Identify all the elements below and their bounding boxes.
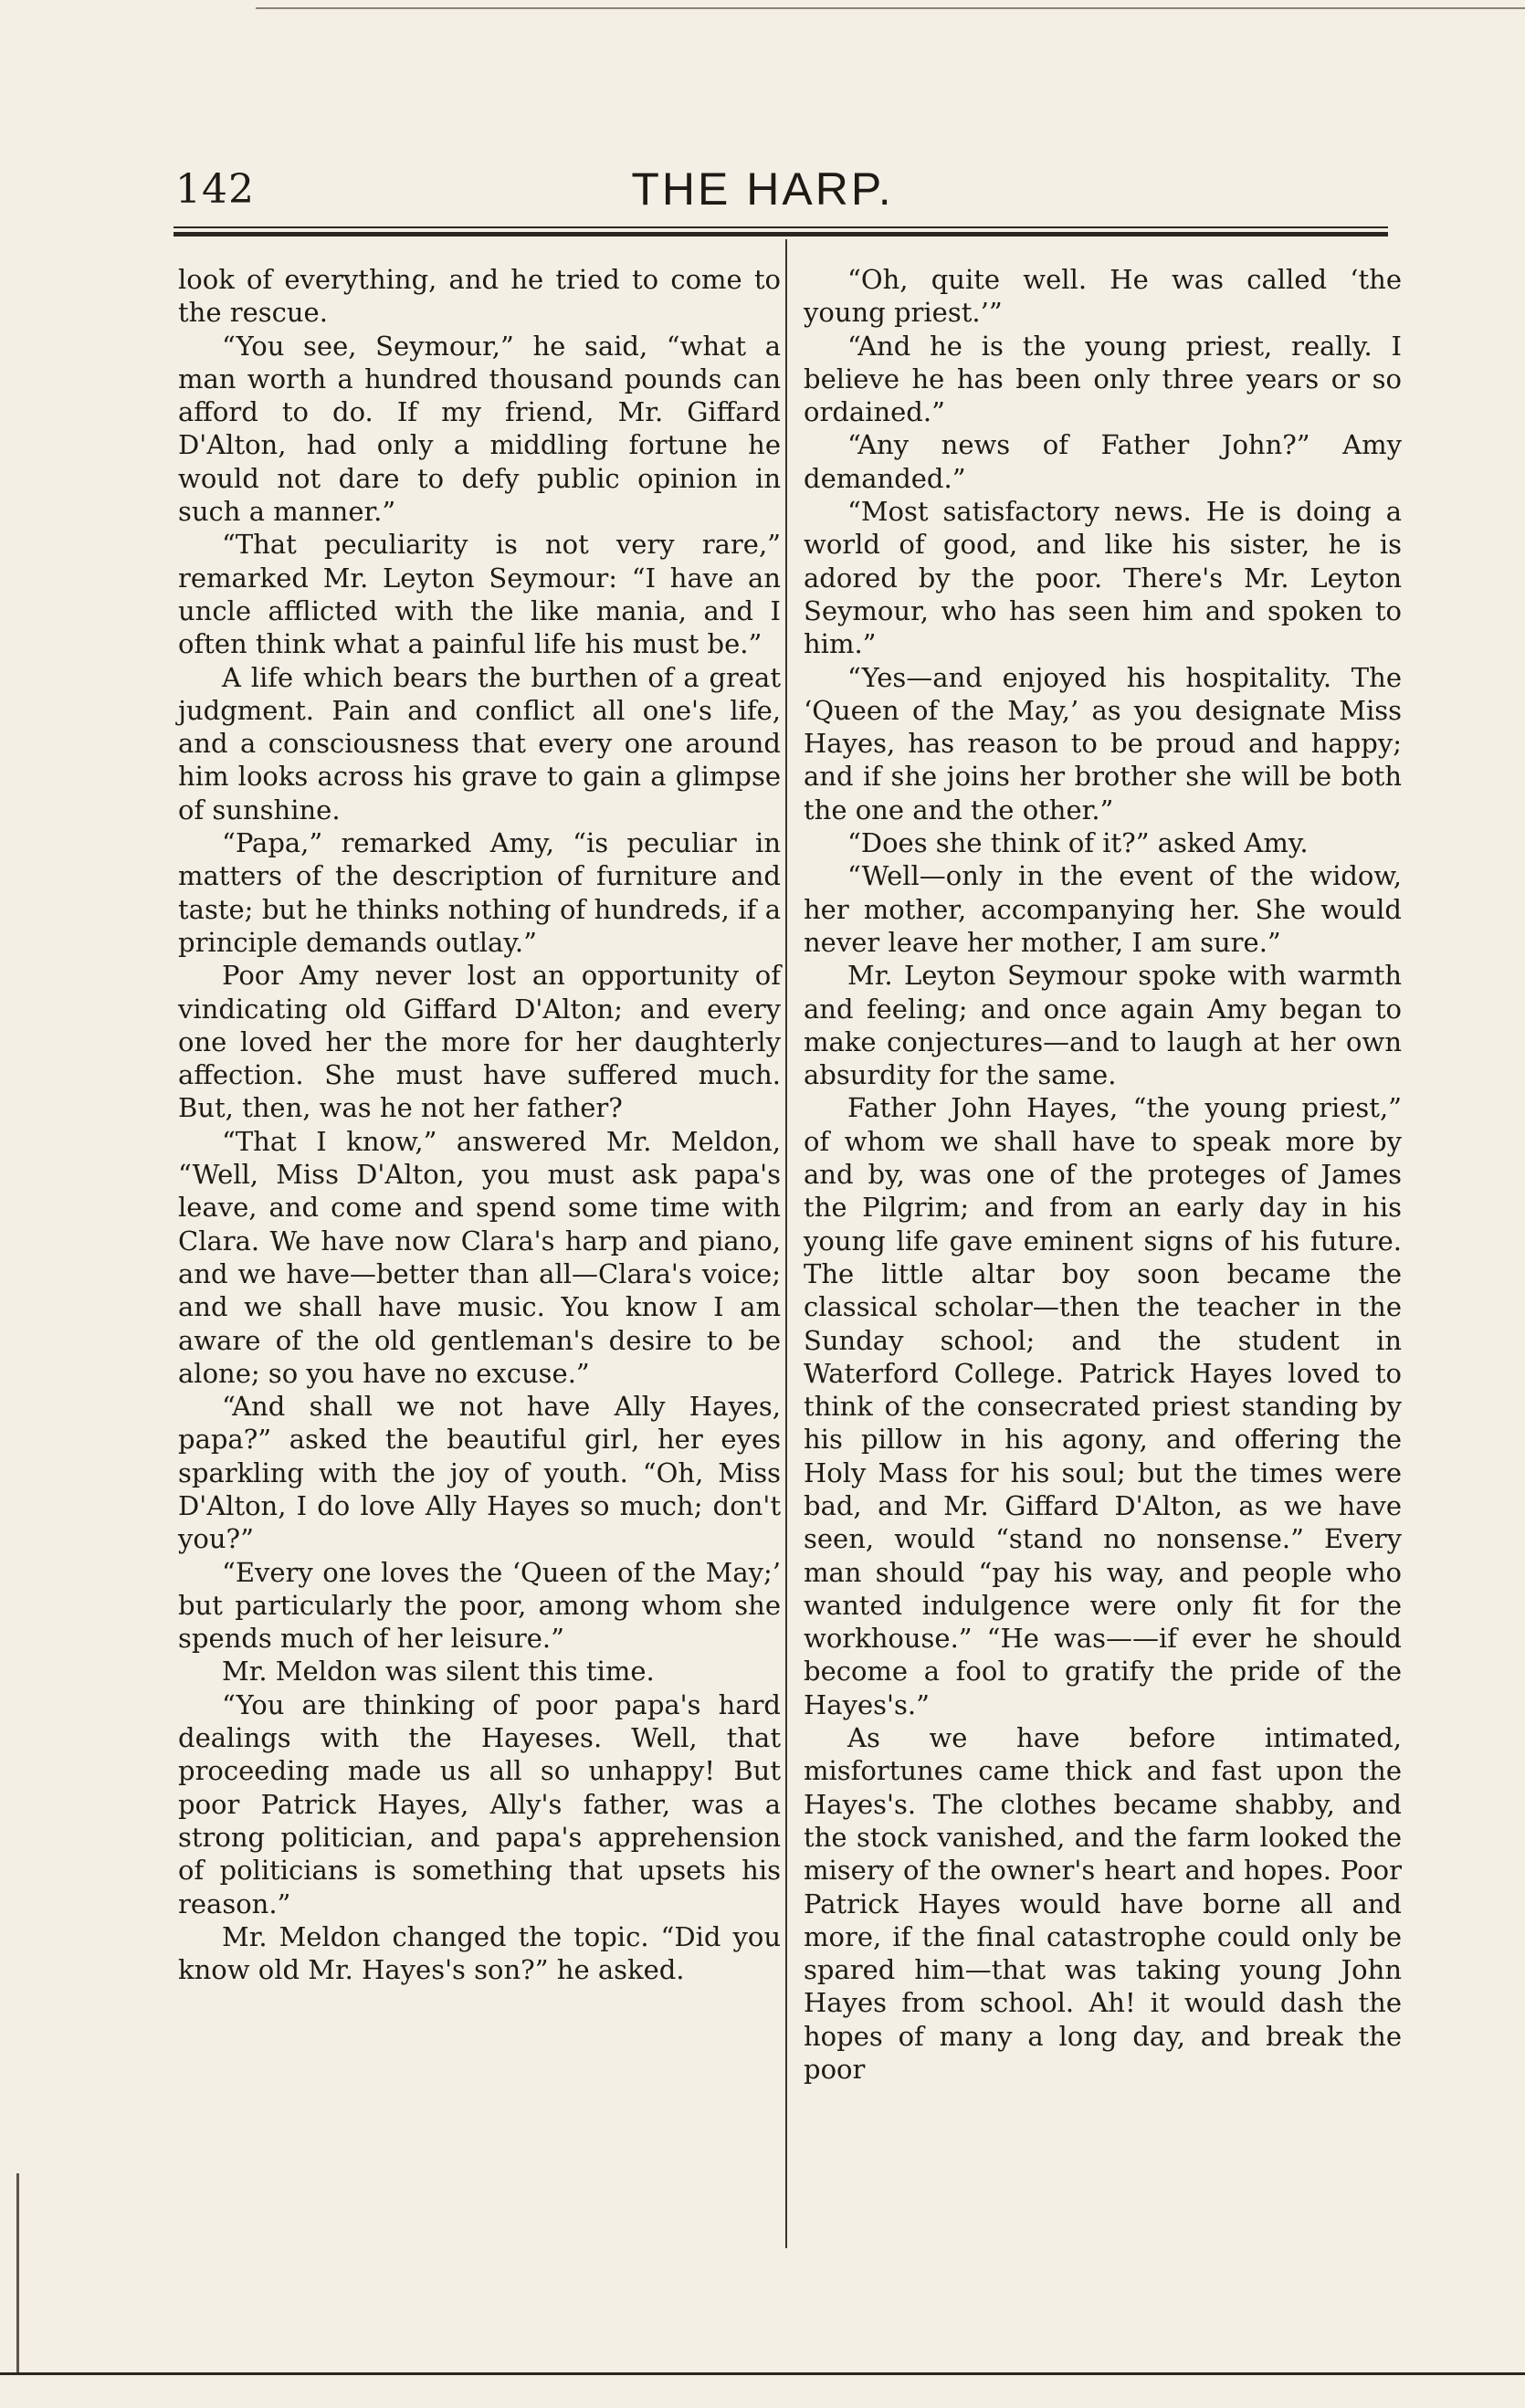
page-edge-mark bbox=[16, 2173, 19, 2374]
paragraph: As we have before intimated, misfortunes came thick and fast upon the Hayes's. The clothes became shabby, and the stock vanished, and the farm looked the misery of the owner's heart and hopes. Poor Patrick Hayes would have borne all and more, if the final catastrophe could only be spared him—that was taking young John Hayes from school. Ah! it would dash the hopes of many a long day, and break the poor bbox=[804, 1722, 1402, 2086]
paragraph: “Most satisfactory news. He is doing a world of good, and like his sister, he is adored by the poor. There's Mr. Leyton Seymour, who has seen him and spoken to him.” bbox=[804, 496, 1402, 660]
top-border-line bbox=[256, 7, 1525, 9]
page-number: 142 bbox=[175, 166, 255, 213]
paragraph: “Oh, quite well. He was called ‘the young priest.’” bbox=[804, 264, 1402, 329]
paragraph: “Yes—and enjoyed his hospitality. The ‘Queen of the May,’ as you designate Miss Hayes, has reason to be proud and happy; and if she joins her brother she will be both the one and the other.” bbox=[804, 661, 1402, 825]
paragraph: “That I know,” answered Mr. Meldon, “Well, Miss D'Alton, you must ask papa's leave, and come and spend some time with Clara. We have now Clara's harp and piano, and we have—better than all—Clara's voice; and we shall have music. You know I am aware of the old gentleman's desire to be alone; so you have no excuse.” bbox=[178, 1125, 781, 1389]
header-rule-thin bbox=[174, 226, 1388, 228]
paragraph: “Well—only in the event of the widow, her mother, accompanying her. She would never leave her mother, I am sure.” bbox=[804, 860, 1402, 958]
paragraph: look of everything, and he tried to come to the rescue. bbox=[178, 264, 781, 329]
paragraph: A life which bears the burthen of a great judgment. Pain and conflict all one's life, and a consciousness that every one around him looks across his grave to gain a glimpse of sunshine. bbox=[178, 661, 781, 825]
paragraph: “Any news of Father John?” Amy demanded.” bbox=[804, 429, 1402, 494]
right-text-column bbox=[804, 263, 1402, 2086]
bottom-edge-rule bbox=[0, 2372, 1525, 2375]
paragraph: Mr. Meldon was silent this time. bbox=[222, 1656, 655, 1688]
paragraph: “Does she think of it?” asked Amy. bbox=[847, 827, 1309, 859]
running-title: THE HARP. bbox=[631, 163, 894, 215]
paragraph: “Papa,” remarked Amy, “is peculiar in matters of the description of furniture and taste; but he thinks nothing of hundreds, if a principle demands outlay.” bbox=[178, 827, 781, 958]
paragraph: “And shall we not have Ally Hayes, papa?” asked the beautiful girl, her eyes sparkling with the joy of youth. “Oh, Miss D'Alton, I do love Ally Hayes so much; don't you?” bbox=[178, 1391, 781, 1555]
paragraph: “You see, Seymour,” he said, “what a man worth a hundred thousand pounds can afford to do. If my friend, Mr. Giffard D'Alton, had only a middling fortune he would not dare to defy public opinion in such a manner.” bbox=[178, 330, 781, 528]
paragraph: Father John Hayes, “the young priest,” of whom we shall have to speak more by and by, was one of the proteges of James the Pilgrim; and from an early day in his young life gave eminent signs of his future. The little altar boy soon became the classical scholar—then the teacher in the Sunday school; and the student in Waterford College. Patrick Hayes loved to think of the consecrated priest standing by his pillow in his agony, and offering the Holy Mass for his soul; but the times were bad, and Mr. Giffard D'Alton, as we have seen, would “stand no nonsense.” Every man should “pay his way, and people who wanted indulgence were only fit for the workhouse.” “He was——if ever he should become a fool to gratify the pride of the Hayes's.” bbox=[804, 1092, 1402, 1720]
paragraph: “Every one loves the ‘Queen of the May;’ but particularly the poor, among whom she spends much of her leisure.” bbox=[178, 1556, 781, 1655]
paragraph: “You are thinking of poor papa's hard dealings with the Hayeses. Well, that proceeding made us all so unhappy! But poor Patrick Hayes, Ally's father, was a strong politician, and papa's apprehension of politicians is something that upsets his reason.” bbox=[178, 1688, 781, 1919]
header-rule-thick bbox=[174, 232, 1388, 237]
column-divider bbox=[785, 239, 787, 2248]
paragraph: “And he is the young priest, really. I believe he has been only three years or so ordained.” bbox=[804, 330, 1402, 428]
paragraph: “That peculiarity is not very rare,” remarked Mr. Leyton Seymour: “I have an uncle afflicted with the like mania, and I often think what a painful life his must be.” bbox=[178, 529, 781, 660]
left-text-column bbox=[178, 263, 781, 1986]
paragraph: Mr. Leyton Seymour spoke with warmth and feeling; and once again Amy began to make conjectures—and to laugh at her own absurdity for the same. bbox=[804, 960, 1402, 1091]
paragraph: Mr. Meldon changed the topic. “Did you know old Mr. Hayes's son?” he asked. bbox=[178, 1920, 781, 1986]
paragraph: Poor Amy never lost an opportunity of vindicating old Giffard D'Alton; and every one loved her the more for her daughterly affection. She must have suffered much. But, then, was he not her father? bbox=[178, 960, 781, 1124]
